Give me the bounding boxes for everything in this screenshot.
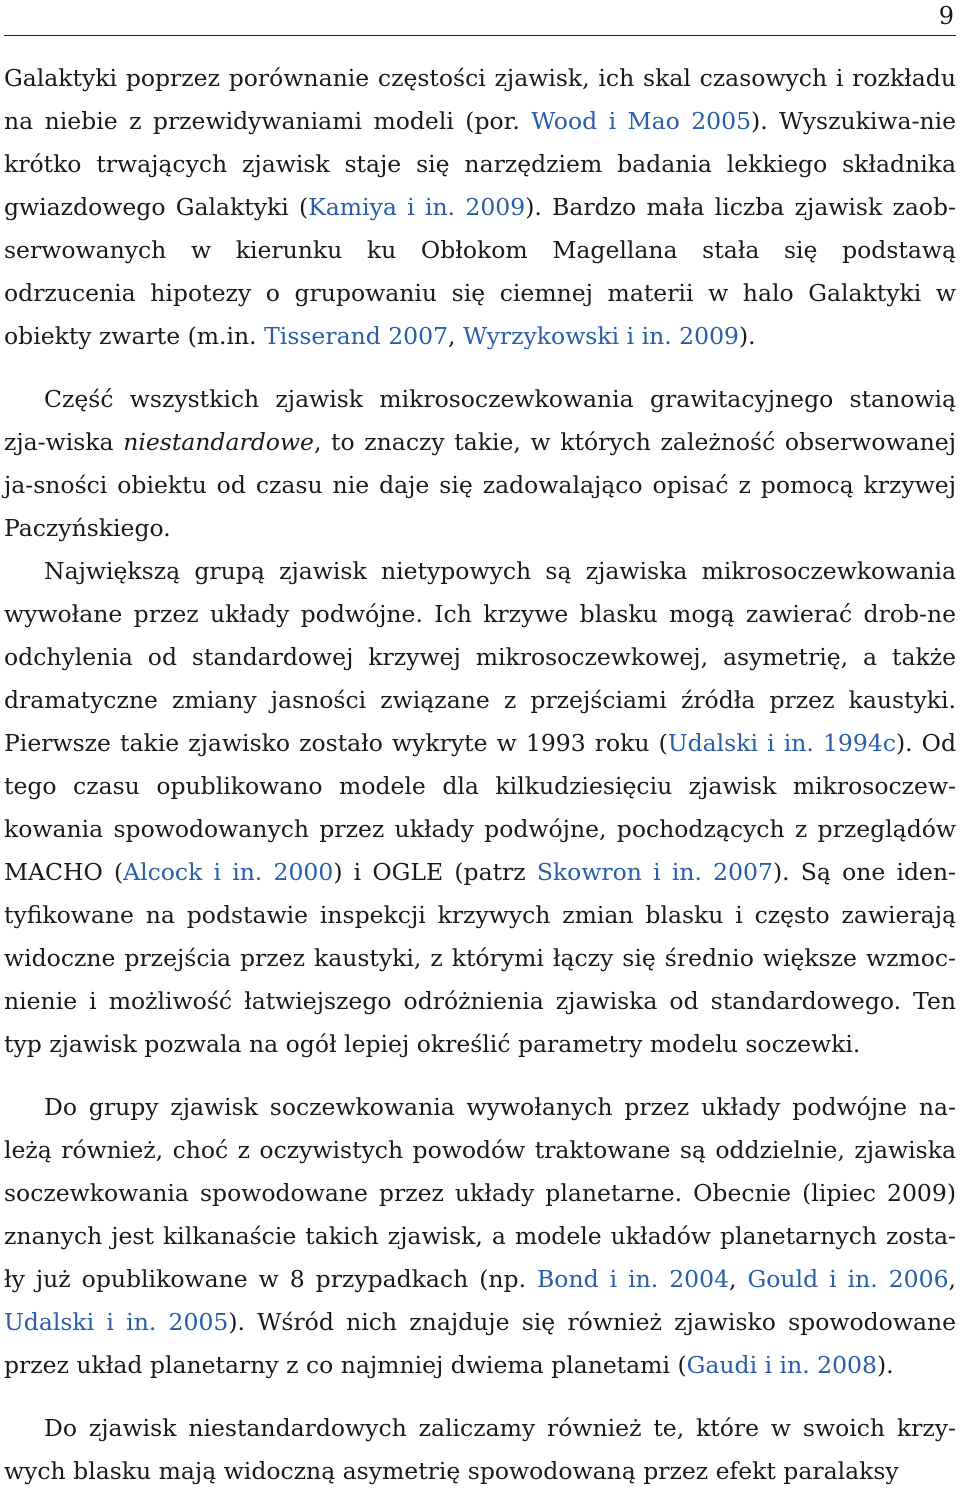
- text: ). Wśród nich znajduje się również zjawisko spowodowane przez układ planetarny z co najmniej dwiema planetami (: [4, 1308, 956, 1379]
- text: Część wszystkich zjawisk mikrosoczewkowania grawitacyjnego stanowią zja-wiska: [4, 385, 956, 456]
- citation-link[interactable]: Tisserand 2007: [264, 322, 449, 350]
- page-number: 9: [938, 2, 954, 30]
- text: ). Bardzo mała liczba zjawisk zaob-serwowanych w kierunku ku Obłokom Magellana stała się podstawą odrzucenia hipotezy o grupowaniu się ciemnej materii w halo Galaktyki w obiekty zwarte (m.in.: [4, 193, 957, 350]
- text: ). Od tego czasu opublikowano modele dla kilkudziesięciu zjawisk mikrosoczew-kowania spowodowanych przez układy podwójne, pochodzących z przeglądów MACHO (: [4, 729, 956, 886]
- text: ). Są one iden-tyfikowane na podstawie inspekcji krzywych zmian blasku i często zawierają widoczne przejścia przez kaustyki, z którymi łączy się średnio większe wzmoc-nienie i możliwość łatwiejszego odróżnienia zjawiska od standardowego. Ten typ zjawisk pozwala na ogół lepiej określić parametry modelu soczewki.: [4, 858, 956, 1058]
- text: ,: [729, 1265, 748, 1293]
- header-rule: [4, 35, 956, 36]
- text: Największą grupą zjawisk nietypowych są zjawiska mikrosoczewkowania wywołane przez układy podwójne. Ich krzywe blasku mogą zawierać drob-ne odchylenia od standardowej krzywej mikrosoczewkowej, asymetrię, a także dramatyczne zmiany jasności związane z przejściami źródła przez kaustyki. Pierwsze takie zjawisko zostało wykryte w 1993 roku (: [4, 557, 956, 757]
- text: ).: [738, 322, 756, 350]
- citation-link[interactable]: Udalski i in. 2005: [4, 1308, 229, 1336]
- citation-link[interactable]: Gaudi i in. 2008: [686, 1351, 877, 1379]
- citation-link[interactable]: Alcock i in. 2000: [123, 858, 334, 886]
- citation-link[interactable]: Gould i in. 2006: [747, 1265, 949, 1293]
- citation-link[interactable]: Bond i in. 2004: [537, 1265, 730, 1293]
- text: Do zjawisk niestandardowych zaliczamy również te, które w swoich krzy-wych blasku mają widoczną asymetrię spowodowaną przez efekt paralaksy: [4, 1414, 956, 1485]
- text: , to znaczy takie, w których zależność obserwowanej ja-sności obiektu od czasu nie daje się zadowalająco opisać z pomocą krzywej Paczyńskiego.: [4, 428, 957, 542]
- text: ) i OGLE (patrz: [333, 858, 537, 886]
- paragraph-5: [4, 1407, 956, 1493]
- citation-link[interactable]: Udalski i in. 1994c: [667, 729, 896, 757]
- text: ). Wyszukiwa-nie krótko trwających zjawisk staje się narzędziem badania lekkiego składnika gwiazdowego Galaktyki (: [4, 107, 957, 221]
- text: Do grupy zjawisk soczewkowania wywołanych przez układy podwójne na-leżą również, choć z oczywistych powodów traktowane są oddzielnie, zjawiska soczewkowania spowodowane przez układy planetarne. Obecnie (lipiec 2009) znanych jest kilkanaście takich zjawisk, a modele układów planetarnych zosta-ły już opublikowane w 8 przypadkach (np.: [4, 1093, 956, 1293]
- emphasis: niestandardowe: [123, 428, 314, 456]
- paragraph-4: [4, 1086, 956, 1387]
- citation-link[interactable]: Skowron i in. 2007: [536, 858, 773, 886]
- paragraph-1: [4, 57, 956, 358]
- paragraph-3: [4, 550, 956, 1066]
- text: ).: [876, 1351, 894, 1379]
- text: Galaktyki poprzez porównanie częstości zjawisk, ich skal czasowych i rozkładu na niebie z przewidywaniami modeli (por.: [4, 64, 956, 135]
- citation-link[interactable]: Wood i Mao 2005: [531, 107, 752, 135]
- citation-link[interactable]: Kamiya i in. 2009: [308, 193, 526, 221]
- text: ,: [948, 1265, 957, 1293]
- paragraph-2: [4, 378, 956, 550]
- text: ,: [448, 322, 463, 350]
- body-text: [4, 57, 956, 1493]
- citation-link[interactable]: Wyrzykowski i in. 2009: [463, 322, 739, 350]
